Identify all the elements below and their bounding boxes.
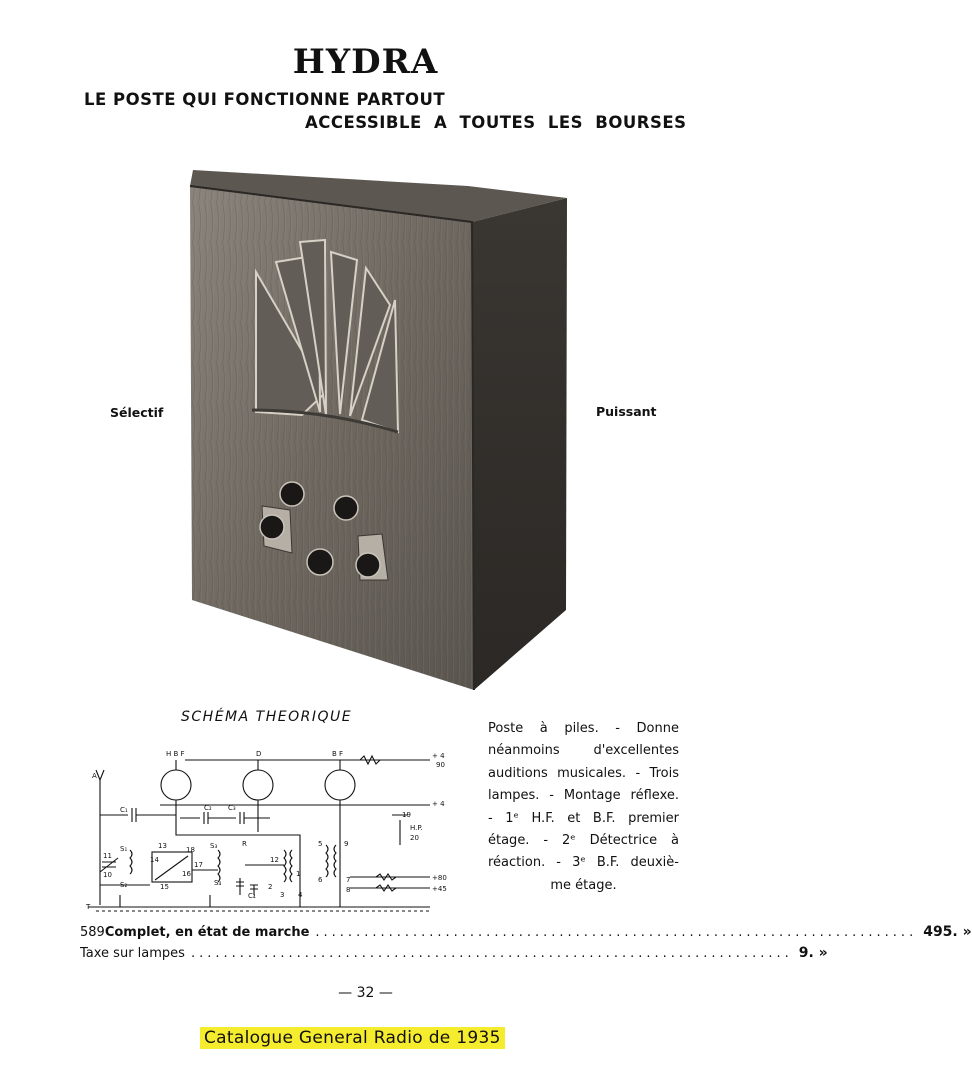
- schema-label: H.P.: [410, 824, 423, 832]
- description-line: me étage.: [550, 877, 617, 893]
- schema-label: S₁: [120, 845, 128, 853]
- footer-caption: Catalogue General Radio de 1935: [200, 1027, 505, 1049]
- schema-label: 5: [318, 840, 323, 848]
- schema-label: 20: [410, 834, 419, 842]
- schema-label: 16: [182, 870, 191, 878]
- schema-label: 7: [346, 876, 351, 884]
- schema-label: 8: [346, 886, 351, 894]
- description-text: [488, 718, 679, 897]
- schema-label: 11: [103, 852, 112, 860]
- leader-dots: ..........................................................................: [315, 925, 918, 940]
- schema-label: B F: [332, 750, 344, 758]
- item-price: 9. »: [798, 945, 828, 961]
- schema-label: 17: [194, 861, 203, 869]
- schema-label: H B F: [166, 750, 185, 758]
- schema-label: +45: [432, 885, 447, 893]
- schema-label: + 4: [432, 800, 445, 808]
- schema-label: +80: [432, 874, 447, 882]
- description-line: étage. - 2ᵉ Détectrice à: [488, 833, 679, 849]
- schema-label: 4: [298, 891, 303, 899]
- schema-label: 9: [344, 840, 349, 848]
- schema-label: 10: [103, 871, 112, 879]
- item-number: 589: [80, 925, 105, 940]
- schema-label: 6: [318, 876, 323, 884]
- schema-label: 19: [402, 811, 411, 819]
- schema-label: 14: [150, 856, 159, 864]
- item-label: Complet, en état de marche: [104, 925, 310, 940]
- schema-label: 2: [268, 883, 273, 891]
- schema-label: 1: [296, 870, 301, 878]
- schema-label: 15: [160, 883, 169, 891]
- schema-label: S₄: [214, 879, 222, 887]
- schema-label: R: [242, 840, 247, 848]
- schema-label: D: [256, 750, 262, 758]
- item-price: 495. »: [923, 924, 972, 940]
- page-number: — 32 —: [338, 985, 393, 1001]
- subtitle-line-1: LE POSTE QUI FONCTIONNE PARTOUT: [84, 90, 446, 109]
- schema-label: 3: [280, 891, 285, 899]
- schema-label: S₂: [120, 881, 128, 889]
- schema-label: C₃: [228, 804, 236, 812]
- leader-dots: ..........................................................................: [190, 946, 793, 961]
- schema-label: C₄: [248, 892, 256, 900]
- item-label: Taxe sur lampes: [80, 946, 185, 961]
- description-line: lampes. - Montage réflexe.: [488, 788, 679, 804]
- schema-label: A: [92, 772, 97, 780]
- schema-label: + 4: [432, 752, 445, 760]
- schema-label: C₂: [204, 804, 212, 812]
- schema-label: 12: [270, 856, 279, 864]
- schema-label: T: [86, 903, 91, 911]
- subtitle-line-2: ACCESSIBLE A TOUTES LES BOURSES: [305, 113, 687, 132]
- page-title: HYDRA: [292, 42, 439, 82]
- label-selectif: Sélectif: [110, 405, 164, 420]
- schema-label: S₃: [210, 842, 218, 850]
- schema-label: C₁: [120, 806, 128, 814]
- schema-label: 18: [186, 846, 195, 854]
- description-line: néanmoins d'excellentes: [488, 743, 679, 759]
- price-row: [80, 924, 972, 944]
- schema-label: 90: [436, 761, 445, 769]
- description-line: réaction. - 3ᵉ B.F. deuxiè-: [488, 855, 679, 871]
- price-row: [80, 945, 828, 965]
- label-puissant: Puissant: [596, 404, 657, 419]
- cabinet-side: [472, 198, 567, 690]
- schema-title: SCHÉMA THEORIQUE: [181, 709, 353, 725]
- radio-photo: [170, 160, 580, 700]
- schema-label: 13: [158, 842, 167, 850]
- description-line: auditions musicales. - Trois: [488, 765, 679, 781]
- circuit-schematic: [80, 740, 465, 915]
- description-line: - 1ᵉ H.F. et B.F. premier: [488, 810, 679, 826]
- description-line: Poste à piles. - Donne: [488, 721, 679, 736]
